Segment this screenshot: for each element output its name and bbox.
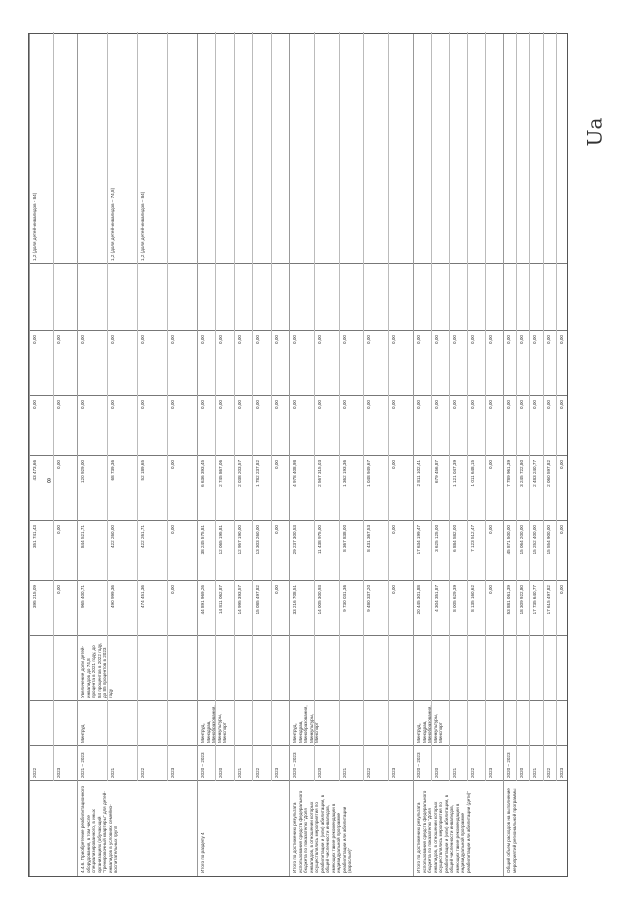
amount-cell: 0,00 bbox=[170, 585, 175, 594]
year-cell: 2020 – 2023 bbox=[416, 752, 421, 778]
column-divider bbox=[29, 395, 567, 396]
row-divider bbox=[53, 32, 54, 781]
amount-cell: 0,00 bbox=[391, 585, 397, 594]
amount-cell: 0,00 bbox=[416, 400, 421, 409]
row-divider bbox=[467, 32, 468, 781]
amount-cell: 12 957 190,00 bbox=[236, 525, 242, 555]
section-divider bbox=[77, 34, 78, 876]
year-cell: 2023 bbox=[56, 767, 61, 778]
row-divider bbox=[516, 32, 517, 781]
year-cell: 2021 bbox=[532, 767, 538, 778]
amount-cell: 2 483 240,77 bbox=[532, 460, 538, 487]
column-divider bbox=[29, 520, 567, 521]
column-divider bbox=[29, 580, 567, 581]
amount-cell: 4 978 408,98 bbox=[292, 460, 297, 487]
indicator-cell: 1,2 (доля детей-инвалидов – 84) bbox=[140, 191, 145, 261]
amount-cell: 0,00 bbox=[341, 400, 347, 409]
amount-cell: 14 811 062,87 bbox=[218, 585, 224, 615]
amount-cell: 43 473,66 bbox=[32, 460, 37, 481]
amount-cell: 3 625 125,00 bbox=[434, 525, 439, 552]
amount-cell: 0,00 bbox=[452, 400, 457, 409]
amount-cell: 0,00 bbox=[273, 335, 279, 344]
amount-cell: 7 123 512,47 bbox=[470, 525, 475, 552]
amount-cell: 17 735 640,77 bbox=[532, 585, 538, 615]
amount-cell: 1 121 047,39 bbox=[452, 460, 457, 487]
year-cell: 2023 bbox=[391, 767, 397, 778]
amount-cell: 0,00 bbox=[391, 525, 397, 534]
row-divider bbox=[215, 32, 216, 781]
amount-cell: 15 252 400,00 bbox=[532, 525, 538, 555]
amount-cell: 8 005 629,39 bbox=[452, 585, 457, 612]
row-divider bbox=[529, 32, 530, 781]
amount-cell: 33 216 708,51 bbox=[292, 585, 297, 615]
year-cell: 2023 bbox=[273, 767, 279, 778]
amount-cell: 6 636 393,45 bbox=[200, 460, 205, 487]
amount-cell: 0,00 bbox=[519, 335, 525, 344]
amount-cell: 0,00 bbox=[56, 585, 61, 594]
amount-cell: 29 237 300,53 bbox=[292, 525, 297, 555]
handwritten-signature: Ua bbox=[582, 117, 607, 147]
amount-cell: 0,00 bbox=[519, 400, 525, 409]
row-divider bbox=[107, 32, 108, 781]
amount-cell: 45 871 500,00 bbox=[506, 525, 511, 555]
row-divider bbox=[167, 32, 168, 781]
amount-cell: 8 367 838,00 bbox=[341, 525, 347, 552]
amount-cell: 844 521,71 bbox=[80, 525, 85, 548]
amount-cell: 0,00 bbox=[32, 400, 37, 409]
column-divider bbox=[29, 635, 567, 636]
amount-cell: 0,00 bbox=[170, 460, 175, 469]
amount-cell: 0,00 bbox=[170, 335, 175, 344]
year-cell: 2020 – 2023 bbox=[506, 752, 511, 778]
section-label: Итого по достижению результата использования средств федерального бюджета по показателю "Доля инвалидов, в отношении которых осуществлялись мероприятия по реабилитации и (или) абилитации, в общей численности инвалидов, имеющих такие рекомендации в индивидуальной программе реабилитации или абилитации (дети)" bbox=[416, 790, 471, 873]
executor-cell: Минтруд, Минздрав, Минобразования, Минкультуры, Минспорт bbox=[416, 705, 443, 743]
amount-cell: 12 065 195,81 bbox=[218, 525, 224, 555]
year-cell: 2021 bbox=[452, 767, 457, 778]
amount-cell: 0,00 bbox=[558, 400, 564, 409]
executor-cell: Минтруд bbox=[80, 724, 85, 743]
row-divider bbox=[556, 32, 557, 781]
column-divider bbox=[29, 700, 567, 701]
amount-cell: 1 048 949,67 bbox=[366, 460, 372, 487]
amount-cell: 0,00 bbox=[391, 335, 397, 344]
executor-cell: Минтруд, Минздрав, Минобразования, Минкультуры, Минспорт bbox=[292, 705, 319, 743]
amount-cell: 0,00 bbox=[391, 400, 397, 409]
year-cell: 2022 bbox=[140, 767, 145, 778]
amount-cell: 0,00 bbox=[110, 400, 115, 409]
amount-cell: 11 438 975,00 bbox=[316, 525, 322, 555]
row-divider bbox=[485, 32, 486, 781]
amount-cell: 0,00 bbox=[488, 400, 493, 409]
amount-cell: 1 362 193,36 bbox=[341, 460, 347, 487]
year-cell: 2020 bbox=[316, 767, 322, 778]
indicator-cell: 1,2 (доля детей-инвалидов – 74,8) bbox=[110, 187, 115, 261]
row-divider bbox=[137, 32, 138, 781]
amount-cell: 0,00 bbox=[200, 400, 205, 409]
amount-cell: 0,00 bbox=[56, 335, 61, 344]
section-divider bbox=[197, 34, 198, 876]
year-cell: 2020 bbox=[434, 767, 439, 778]
amount-cell: 2 567 315,03 bbox=[316, 460, 322, 487]
amount-cell: 9 480 337,20 bbox=[366, 585, 372, 612]
amount-cell: 0,00 bbox=[532, 400, 538, 409]
amount-cell: 0,00 bbox=[170, 400, 175, 409]
amount-cell: 14 995 393,57 bbox=[236, 585, 242, 615]
section-divider bbox=[289, 34, 290, 876]
amount-cell: 0,00 bbox=[32, 335, 37, 344]
amount-cell: 0,00 bbox=[506, 335, 511, 344]
row-divider bbox=[234, 32, 235, 781]
amount-cell: 0,00 bbox=[236, 400, 242, 409]
year-cell: 2022 bbox=[32, 767, 37, 778]
year-cell: 2023 bbox=[488, 767, 493, 778]
row-divider bbox=[431, 32, 432, 781]
amount-cell: 0,00 bbox=[292, 400, 297, 409]
row-divider bbox=[388, 32, 389, 781]
section-divider bbox=[503, 34, 504, 876]
year-cell: 2020 bbox=[218, 767, 224, 778]
amount-cell: 0,00 bbox=[341, 335, 347, 344]
amount-cell: 0,00 bbox=[434, 400, 439, 409]
year-cell: 2021 bbox=[236, 767, 242, 778]
executor-cell: Минтруд, Минздрав, Минобразования, Минкультуры, Минспорт bbox=[200, 705, 227, 743]
amount-cell: 8 431 367,53 bbox=[366, 525, 372, 552]
year-cell: 2021 bbox=[110, 767, 115, 778]
amount-cell: 0,00 bbox=[140, 400, 145, 409]
amount-cell: 38 245 575,81 bbox=[200, 525, 205, 555]
amount-cell: 679 456,87 bbox=[434, 460, 439, 483]
amount-cell: 0,00 bbox=[488, 585, 493, 594]
amount-cell: 422 260,00 bbox=[110, 525, 115, 548]
amount-cell: 0,00 bbox=[80, 335, 85, 344]
amount-cell: 18 309 922,80 bbox=[519, 585, 525, 615]
amount-cell: 44 891 969,26 bbox=[200, 585, 205, 615]
amount-cell: 0,00 bbox=[558, 525, 564, 534]
amount-cell: 3 245 722,80 bbox=[519, 460, 525, 487]
amount-cell: 8 135 160,62 bbox=[470, 585, 475, 612]
amount-cell: 0,00 bbox=[434, 335, 439, 344]
amount-cell: 120 929,00 bbox=[80, 460, 85, 483]
year-cell: 2022 bbox=[366, 767, 372, 778]
section-label: 4.4.6. Приобретение реабилитационного оборудования, в том числе специализированного, в иных организациях (обучающий "тренировочный квартиры" для детей-инвалидов в условиях семейно-воспитательных групп bbox=[80, 785, 118, 873]
amount-cell: 0,00 bbox=[452, 335, 457, 344]
amount-cell: 0,00 bbox=[273, 400, 279, 409]
indicator-cell: 1,2 (доля детей-инвалидов - 84) bbox=[32, 192, 37, 261]
amount-cell: 0,00 bbox=[236, 335, 242, 344]
amount-cell: 0,00 bbox=[366, 335, 372, 344]
year-cell: 2022 bbox=[255, 767, 261, 778]
row-divider bbox=[271, 32, 272, 781]
amount-cell: 0,00 bbox=[558, 335, 564, 344]
section-label: Итого по достижению результата использования средств федерального бюджета по показателю "Доля инвалидов, в отношении которых осуществлялись мероприятия по реабилитации и (или) абилитации, в общей численности инвалидов, имеющих такие рекомендации в индивидуальной программе реабилитации или абилитации (взрослые)" bbox=[292, 790, 352, 873]
amount-cell: 351 741,43 bbox=[32, 525, 37, 548]
amount-cell: 0,00 bbox=[110, 335, 115, 344]
amount-cell: 53 881 061,39 bbox=[506, 585, 511, 615]
year-cell: 2021 bbox=[341, 767, 347, 778]
amount-cell: 15 064 200,00 bbox=[519, 525, 525, 555]
column-divider bbox=[29, 780, 567, 781]
amount-cell: 6 884 582,00 bbox=[452, 525, 457, 552]
amount-cell: 0,00 bbox=[80, 400, 85, 409]
amount-cell: 0,00 bbox=[488, 525, 493, 534]
row-divider bbox=[363, 32, 364, 781]
year-cell: 2022 bbox=[545, 767, 551, 778]
amount-cell: 52 189,65 bbox=[140, 460, 145, 481]
amount-cell: 0,00 bbox=[255, 335, 261, 344]
year-cell: 2022 bbox=[470, 767, 475, 778]
amount-cell: 0,00 bbox=[558, 460, 564, 469]
amount-cell: 965 400,71 bbox=[80, 585, 85, 608]
section-divider bbox=[29, 34, 30, 876]
row-divider bbox=[449, 32, 450, 781]
amount-cell: 2 811 102,41 bbox=[416, 460, 421, 487]
rotated-budget-table bbox=[28, 33, 568, 877]
row-divider bbox=[314, 32, 315, 781]
amount-cell: 2 745 867,06 bbox=[218, 460, 224, 487]
amount-cell: 395 215,09 bbox=[32, 585, 37, 608]
year-cell: 2020 – 2023 bbox=[200, 752, 205, 778]
amount-cell: 0,00 bbox=[558, 585, 564, 594]
amount-cell: 0,00 bbox=[488, 335, 493, 344]
amount-cell: 1 782 237,82 bbox=[255, 460, 261, 487]
amount-cell: 0,00 bbox=[470, 400, 475, 409]
amount-cell: 0,00 bbox=[292, 335, 297, 344]
amount-cell: 0,00 bbox=[470, 335, 475, 344]
column-divider bbox=[29, 455, 567, 456]
amount-cell: 0,00 bbox=[316, 400, 322, 409]
amount-cell: 0,00 bbox=[140, 335, 145, 344]
amount-cell: 0,00 bbox=[218, 335, 224, 344]
amount-cell: 13 303 260,00 bbox=[255, 525, 261, 555]
amount-cell: 15 085 497,82 bbox=[255, 585, 261, 615]
amount-cell: 7 789 961,39 bbox=[506, 460, 511, 487]
amount-cell: 68 739,36 bbox=[110, 460, 115, 481]
amount-cell: 0,00 bbox=[391, 460, 397, 469]
amount-cell: 1 011 648,15 bbox=[470, 460, 475, 487]
amount-cell: 0,00 bbox=[255, 400, 261, 409]
amount-cell: 0,00 bbox=[273, 460, 279, 469]
row-divider bbox=[252, 32, 253, 781]
amount-cell: 20 445 301,88 bbox=[416, 585, 421, 615]
amount-cell: 474 451,36 bbox=[140, 585, 145, 608]
amount-cell: 15 554 900,00 bbox=[545, 525, 551, 555]
amount-cell: 0,00 bbox=[545, 335, 551, 344]
amount-cell: 0,00 bbox=[218, 400, 224, 409]
year-cell: 2021 – 2023 bbox=[80, 752, 85, 778]
amount-cell: 4 304 351,87 bbox=[434, 585, 439, 612]
amount-cell: 0,00 bbox=[366, 400, 372, 409]
amount-cell: 490 999,36 bbox=[110, 585, 115, 608]
amount-cell: 0,00 bbox=[416, 335, 421, 344]
column-divider bbox=[29, 263, 567, 264]
amount-cell: 17 615 497,82 bbox=[545, 585, 551, 615]
amount-cell: 0,00 bbox=[316, 335, 322, 344]
year-cell: 2020 – 2023 bbox=[292, 752, 297, 778]
amount-cell: 0,00 bbox=[56, 525, 61, 534]
amount-cell: 2 038 203,57 bbox=[236, 460, 242, 487]
year-cell: 2023 bbox=[558, 767, 564, 778]
year-cell: 2020 bbox=[519, 767, 525, 778]
amount-cell: 0,00 bbox=[273, 525, 279, 534]
section-divider bbox=[413, 34, 414, 876]
amount-cell: 14 005 300,93 bbox=[316, 585, 322, 615]
amount-cell: 0,00 bbox=[488, 460, 493, 469]
amount-cell: 0,00 bbox=[170, 525, 175, 534]
column-divider bbox=[29, 745, 567, 746]
row-divider bbox=[543, 32, 544, 781]
amount-cell: 0,00 bbox=[56, 400, 61, 409]
row-divider bbox=[339, 32, 340, 781]
year-cell: 2023 bbox=[170, 767, 175, 778]
amount-cell: 0,00 bbox=[200, 335, 205, 344]
amount-cell: 422 261,71 bbox=[140, 525, 145, 548]
amount-cell: 0,00 bbox=[532, 335, 538, 344]
section-label: Общий объем расходов на выполнение мероприятий региональной программы bbox=[506, 788, 517, 873]
amount-cell: 0,00 bbox=[506, 400, 511, 409]
section-label: Итого по разделу 4 bbox=[200, 832, 205, 873]
column-divider bbox=[29, 330, 567, 331]
result-cell: Увеличение доли детей-инвалидов до 74,8 процента в 2021 году, до 84 процентов в 2022 году, до 85 процентов в 2023 году bbox=[80, 642, 113, 698]
amount-cell: 9 730 031,36 bbox=[341, 585, 347, 612]
amount-cell: 2 060 597,82 bbox=[545, 460, 551, 487]
amount-cell: 0,00 bbox=[273, 585, 279, 594]
amount-cell: 17 634 199,47 bbox=[416, 525, 421, 555]
amount-cell: 0,00 bbox=[545, 400, 551, 409]
page-number: 8 bbox=[47, 478, 51, 485]
amount-cell: 0,00 bbox=[56, 460, 61, 469]
